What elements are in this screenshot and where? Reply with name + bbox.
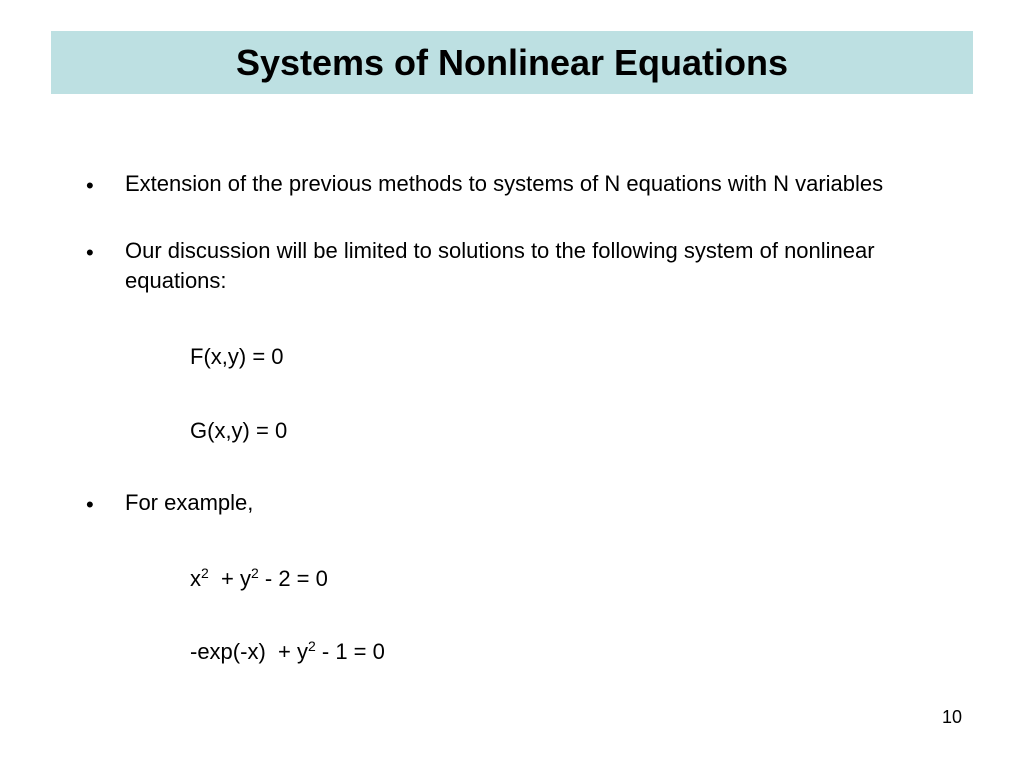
example-equation-1: [190, 565, 328, 591]
bullet-text-3: For example,: [125, 490, 254, 515]
bullet-marker: •: [86, 240, 94, 265]
example-equation-2: [190, 638, 385, 664]
eq1-exponent-1: 2: [201, 565, 209, 581]
bullet-text-1: Extension of the previous methods to systems of N equations with N variables: [125, 171, 884, 196]
eq1-exponent-2: 2: [250, 565, 259, 581]
page-number: 10: [941, 707, 962, 727]
eq1-part-c: - 2 = 0: [258, 566, 328, 591]
title-bar: [51, 31, 973, 94]
eq1-part-a: x: [190, 566, 201, 591]
eq2-exponent: 2: [307, 638, 316, 654]
equation-g: G(x,y) = 0: [190, 418, 288, 443]
eq2-part-a: -exp(-x) + y: [190, 639, 308, 664]
bullet-marker: •: [86, 173, 94, 198]
equation-f: F(x,y) = 0: [190, 344, 284, 369]
eq2-part-b: - 1 = 0: [315, 639, 385, 664]
eq1-part-b: + y: [208, 566, 251, 591]
slide-title: Systems of Nonlinear Equations: [235, 41, 789, 83]
bullet-text-2: Our discussion will be limited to solutions to the following system of nonlinear equations:: [125, 238, 875, 293]
bullet-marker: •: [86, 492, 94, 517]
